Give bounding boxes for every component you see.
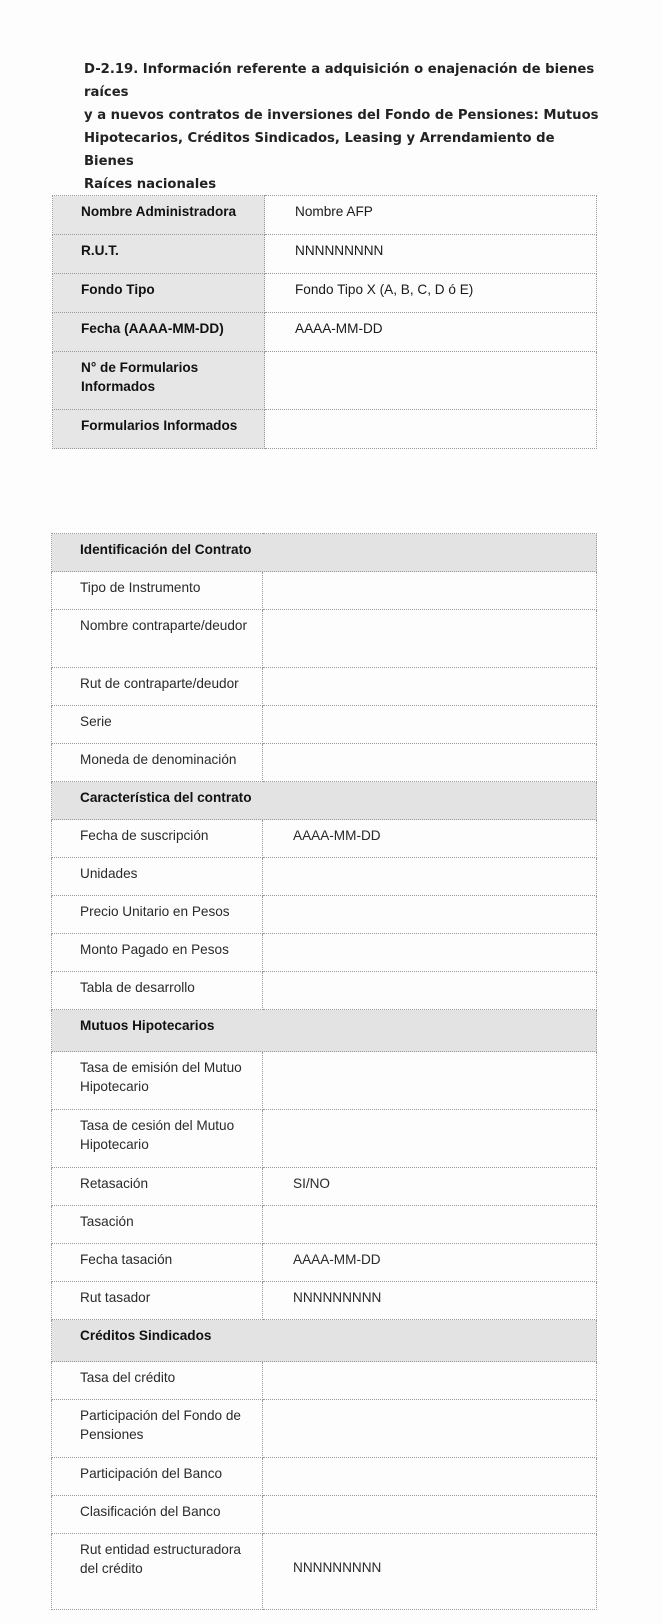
table-row xyxy=(52,934,597,972)
field-value xyxy=(265,352,597,410)
field-value xyxy=(263,1110,597,1168)
field-label: Fecha (AAAA-MM-DD) xyxy=(53,313,265,352)
field-value xyxy=(263,610,597,668)
field-label: Tipo de Instrumento xyxy=(52,572,263,610)
field-value xyxy=(263,706,597,744)
field-label: Serie xyxy=(52,706,263,744)
field-label: Fecha tasación xyxy=(52,1244,263,1282)
table-row xyxy=(53,410,597,449)
table-row xyxy=(52,1282,597,1320)
table-row xyxy=(52,610,597,668)
document-heading xyxy=(84,58,604,196)
field-label: Participación del Banco xyxy=(52,1458,263,1496)
table-row xyxy=(52,858,597,896)
contract-table xyxy=(51,533,597,1610)
table-row xyxy=(53,352,597,410)
table-row xyxy=(53,274,597,313)
field-value: Nombre AFP xyxy=(265,196,597,235)
field-label: Rut entidad estructuradora del crédito xyxy=(52,1534,263,1610)
heading-line: y a nuevos contratos de inversiones del Fondo de Pensiones: Mutuos xyxy=(84,108,599,123)
field-value: AAAA-MM-DD xyxy=(265,313,597,352)
field-value xyxy=(263,896,597,934)
table-row xyxy=(52,1400,597,1458)
header-table xyxy=(52,195,597,449)
field-value: NNNNNNNNN xyxy=(263,1282,597,1320)
table-row xyxy=(53,235,597,274)
field-label: Tabla de desarrollo xyxy=(52,972,263,1010)
field-label: Tasación xyxy=(52,1206,263,1244)
table-row xyxy=(52,668,597,706)
section-header xyxy=(52,782,597,820)
table-row xyxy=(52,1052,597,1110)
table-row xyxy=(52,1168,597,1206)
field-label: Nombre contraparte/deudor xyxy=(52,610,263,668)
field-value: AAAA-MM-DD xyxy=(263,1244,597,1282)
section-header xyxy=(52,534,597,572)
field-label: R.U.T. xyxy=(53,235,265,274)
field-value xyxy=(263,1362,597,1400)
field-value xyxy=(263,934,597,972)
field-value xyxy=(265,410,597,449)
section-title: Característica del contrato xyxy=(52,782,597,820)
section-header xyxy=(52,1010,597,1052)
table-row xyxy=(52,1496,597,1534)
table-row xyxy=(52,1534,597,1610)
table-row xyxy=(52,1458,597,1496)
table-row xyxy=(52,1362,597,1400)
section-title: Identificación del Contrato xyxy=(52,534,597,572)
field-label: Fecha de suscripción xyxy=(52,820,263,858)
table-row xyxy=(52,572,597,610)
table-row xyxy=(52,820,597,858)
field-value: SI/NO xyxy=(263,1168,597,1206)
section-title: Mutuos Hipotecarios xyxy=(52,1010,597,1052)
field-value xyxy=(263,972,597,1010)
field-value xyxy=(263,1206,597,1244)
field-label: Nombre Administradora xyxy=(53,196,265,235)
field-value xyxy=(263,668,597,706)
field-label: Rut de contraparte/deudor xyxy=(52,668,263,706)
table-row xyxy=(52,1244,597,1282)
table-row xyxy=(53,196,597,235)
field-label: Tasa de emisión del Mutuo Hipotecario xyxy=(52,1052,263,1110)
field-value xyxy=(263,572,597,610)
field-label: Unidades xyxy=(52,858,263,896)
heading-line: Hipotecarios, Créditos Sindicados, Leasing y Arrendamiento de Bienes xyxy=(84,131,555,169)
field-value xyxy=(263,1052,597,1110)
field-label: Precio Unitario en Pesos xyxy=(52,896,263,934)
section-title: Créditos Sindicados xyxy=(52,1320,597,1362)
table-row xyxy=(52,1206,597,1244)
field-label: Clasificación del Banco xyxy=(52,1496,263,1534)
field-value xyxy=(263,1400,597,1458)
field-label: Retasación xyxy=(52,1168,263,1206)
field-value: NNNNNNNNN xyxy=(263,1534,597,1610)
field-value xyxy=(263,1458,597,1496)
field-value: AAAA-MM-DD xyxy=(263,820,597,858)
table-row xyxy=(53,313,597,352)
heading-line: Raíces nacionales xyxy=(84,177,217,192)
field-value xyxy=(263,1496,597,1534)
table-row xyxy=(52,896,597,934)
field-value xyxy=(263,858,597,896)
field-label: Rut tasador xyxy=(52,1282,263,1320)
field-label: Moneda de denominación xyxy=(52,744,263,782)
table-row xyxy=(52,972,597,1010)
field-value: Fondo Tipo X (A, B, C, D ó E) xyxy=(265,274,597,313)
field-label: Monto Pagado en Pesos xyxy=(52,934,263,972)
heading-line: D-2.19. Información referente a adquisición o enajenación de bienes raíces xyxy=(84,62,595,100)
table-row xyxy=(52,706,597,744)
field-label: Participación del Fondo de Pensiones xyxy=(52,1400,263,1458)
field-label: Formularios Informados xyxy=(53,410,265,449)
table-row xyxy=(52,1110,597,1168)
section-header xyxy=(52,1320,597,1362)
field-label: Tasa de cesión del Mutuo Hipotecario xyxy=(52,1110,263,1168)
field-label: Fondo Tipo xyxy=(53,274,265,313)
field-value xyxy=(263,744,597,782)
field-label: Tasa del crédito xyxy=(52,1362,263,1400)
field-value: NNNNNNNNN xyxy=(265,235,597,274)
field-label: N° de Formularios Informados xyxy=(53,352,265,410)
table-row xyxy=(52,744,597,782)
